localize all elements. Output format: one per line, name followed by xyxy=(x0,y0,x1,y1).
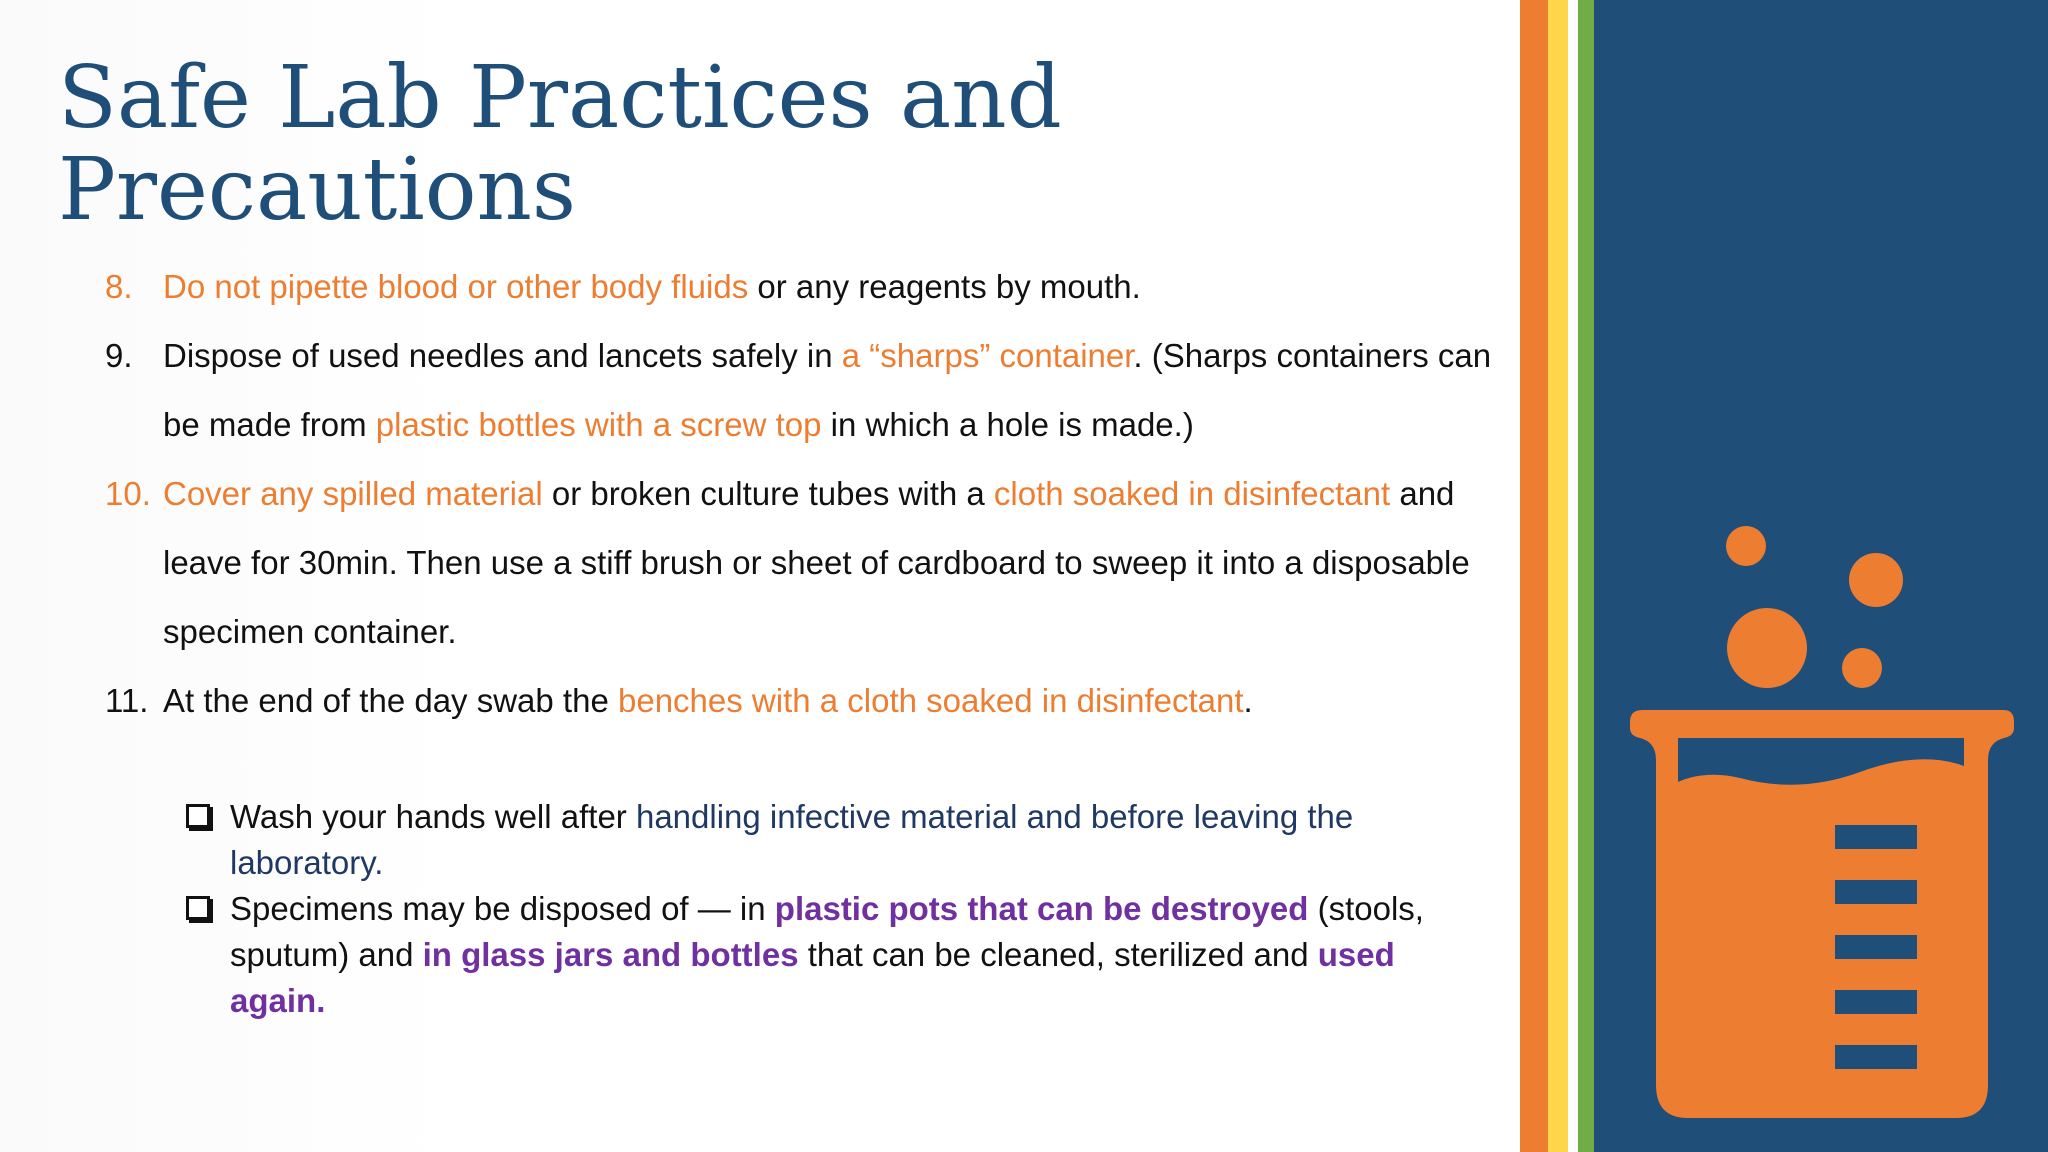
item-highlight: Do not pipette blood or other body fluids xyxy=(163,268,749,305)
item-number: 8. xyxy=(105,268,133,305)
item-text: in which a hole is made.) xyxy=(821,406,1194,443)
item-text: and leave for 30min. Then use a stiff brush or sheet of cardboard to sweep it into a disposable specimen container. xyxy=(163,475,1470,650)
item-text: Dispose of used needles and lancets safely in xyxy=(163,337,842,374)
item-number: 9. xyxy=(105,337,133,374)
item-highlight: handling infective material and before leaving the laboratory. xyxy=(230,798,1354,881)
list-item xyxy=(105,321,1525,459)
item-highlight: used again. xyxy=(230,936,1395,1019)
item-text: or broken culture tubes with a xyxy=(542,475,994,512)
item-text: Wash your hands well after xyxy=(230,798,636,835)
item-highlight: Cover any spilled material xyxy=(163,475,543,512)
item-number: 11. xyxy=(105,682,149,719)
item-number: 10. xyxy=(105,475,151,512)
list-item xyxy=(105,459,1525,666)
checkbox-bullet-icon xyxy=(186,896,210,920)
item-highlight: cloth soaked in disinfectant xyxy=(993,475,1391,512)
list-item xyxy=(182,794,1472,886)
item-highlight: plastic pots that can be destroyed xyxy=(774,890,1309,927)
item-text: Specimens may be disposed of — in xyxy=(230,890,775,927)
checkbox-bullet-list xyxy=(182,794,1472,1024)
numbered-precautions-list xyxy=(105,252,1525,735)
item-text: or any reagents by mouth. xyxy=(748,268,1141,305)
yellow-stripe xyxy=(1548,0,1568,1152)
item-text: that can be cleaned, sterilized and xyxy=(798,936,1318,973)
item-text: . xyxy=(1243,682,1253,719)
item-highlight: in glass jars and bottles xyxy=(422,936,799,973)
checkbox-bullet-icon xyxy=(186,804,210,828)
white-stripe xyxy=(1568,0,1578,1152)
item-text: (stools, sputum) and xyxy=(230,890,1424,973)
item-text: At the end of the day swab the xyxy=(163,682,618,719)
list-item xyxy=(105,666,1525,735)
item-highlight: a “sharps” container xyxy=(841,337,1134,374)
list-item xyxy=(182,886,1472,1024)
slide-title: Safe Lab Practices and Precautions xyxy=(58,48,1062,240)
orange-stripe xyxy=(1520,0,1548,1152)
list-item xyxy=(105,252,1525,321)
beaker-with-bubbles-icon xyxy=(1620,510,2020,1130)
item-highlight: plastic bottles with a screw top xyxy=(375,406,822,443)
item-highlight: benches with a cloth soaked in disinfectant xyxy=(617,682,1244,719)
green-stripe xyxy=(1578,0,1594,1152)
item-text: . (Sharps containers can be made from xyxy=(163,337,1492,443)
